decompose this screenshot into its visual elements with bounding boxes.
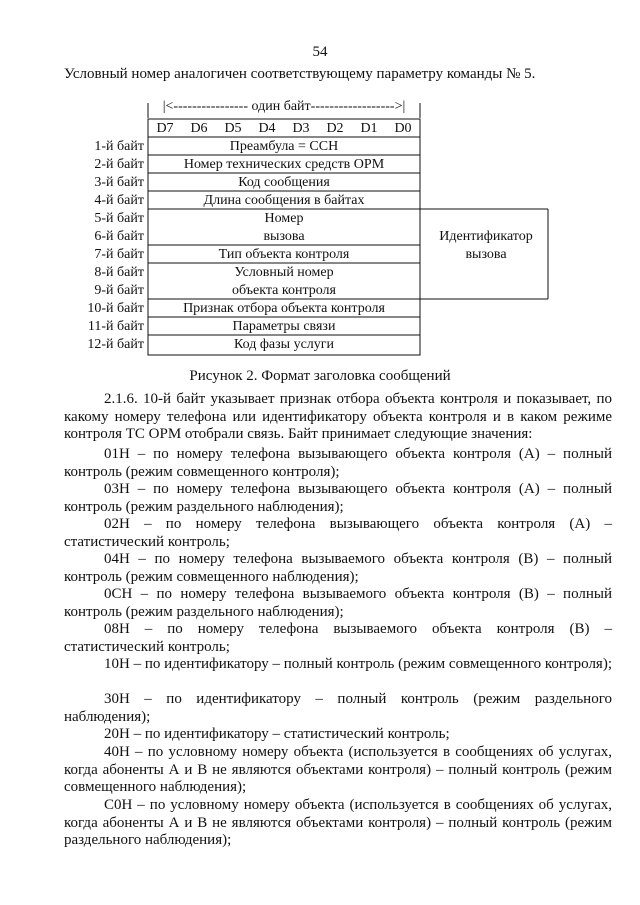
cell-object-type: Тип объекта контроля bbox=[218, 247, 350, 262]
cell-conditional-number-line2: объекта контроля bbox=[232, 283, 336, 298]
paragraph: 0СН – по номеру телефона вызываемого объекта контроля (В) – полный контроль (режим раздельного наблюдения); bbox=[64, 586, 612, 620]
cell-conditional-number-line1: Условный номер bbox=[234, 265, 334, 280]
byte-label: 12-й байт bbox=[87, 337, 144, 352]
bit-d1: D1 bbox=[360, 121, 378, 136]
one-byte-ruler: |<---------------- один байт------------------>| bbox=[162, 99, 406, 114]
paragraph: 30Н – по идентификатору – полный контроль (режим раздельного наблюдения); bbox=[64, 691, 612, 725]
bit-d4: D4 bbox=[258, 121, 276, 136]
byte-label: 10-й байт bbox=[87, 301, 144, 316]
cell-connection-params: Параметры связи bbox=[232, 319, 336, 334]
byte-label: 7-й байт bbox=[94, 247, 144, 262]
paragraph: 2.1.6. 10-й байт указывает признак отбора объекта контроля и показывает, по какому номеру телефона или идентификатору объекта контроля и в каком режиме контроля ТС ОРМ отобрали связь. Байт принимает следующие значения: bbox=[64, 391, 612, 442]
byte-label: 5-й байт bbox=[94, 211, 144, 226]
paragraph: 04Н – по номеру телефона вызываемого объекта контроля (В) – полный контроль (режим совмещенного наблюдения); bbox=[64, 551, 612, 585]
paragraph: 40Н – по условному номеру объекта (используется в сообщениях об услугах, когда абоненты А и В не являются объектами контроля) – полный контроль (режим совмещенного наблюдения); bbox=[64, 744, 612, 795]
bit-d2: D2 bbox=[326, 121, 344, 136]
bit-header-row bbox=[148, 121, 420, 137]
cell-orm-number: Номер технических средств ОРМ bbox=[183, 157, 385, 172]
call-identifier-label-line1: Идентификатор bbox=[439, 229, 533, 244]
page-number: 54 bbox=[312, 44, 328, 60]
paragraph: 02Н – по номеру телефона вызывающего объекта контроля (А) – статистический контроль; bbox=[64, 516, 612, 550]
bit-d7: D7 bbox=[156, 121, 174, 136]
call-identifier-label-line2: вызова bbox=[465, 247, 507, 262]
bit-d5: D5 bbox=[224, 121, 242, 136]
cell-selection-flag: Признак отбора объекта контроля bbox=[183, 301, 385, 316]
byte-label: 3-й байт bbox=[94, 175, 144, 190]
cell-call-number-line2: вызова bbox=[263, 229, 305, 244]
bit-d3: D3 bbox=[292, 121, 310, 136]
paragraph: 08Н – по номеру телефона вызываемого объекта контроля (В) – статистический контроль; bbox=[64, 621, 612, 655]
byte-label: 1-й байт bbox=[94, 139, 144, 154]
cell-preamble: Преамбула = ССН bbox=[229, 139, 339, 154]
cell-call-number-line1: Номер bbox=[264, 211, 304, 226]
intro-sentence: Условный номер аналогичен соответствующему параметру команды № 5. bbox=[64, 66, 536, 82]
byte-label: 2-й байт bbox=[94, 157, 144, 172]
byte-label: 9-й байт bbox=[94, 283, 144, 298]
paragraph: С0Н – по условному номеру объекта (используется в сообщениях об услугах, когда абоненты А и В не являются объектами контроля) – полный контроль (режим раздельного наблюдения); bbox=[64, 797, 612, 848]
cell-message-length: Длина сообщения в байтах bbox=[203, 193, 365, 208]
message-header-figure bbox=[0, 0, 640, 380]
figure-caption: Рисунок 2. Формат заголовка сообщений bbox=[189, 368, 451, 384]
cell-message-code: Код сообщения bbox=[238, 175, 330, 190]
bit-d6: D6 bbox=[190, 121, 208, 136]
paragraph: 03Н – по номеру телефона вызывающего объекта контроля (А) – полный контроль (режим раздельного наблюдения); bbox=[64, 481, 612, 515]
byte-label: 8-й байт bbox=[94, 265, 144, 280]
byte-label: 4-й байт bbox=[94, 193, 144, 208]
paragraph: 10Н – по идентификатору – полный контроль (режим совмещенного контроля); bbox=[104, 656, 612, 672]
bit-d0: D0 bbox=[394, 121, 412, 136]
paragraph: 01Н – по номеру телефона вызывающего объекта контроля (А) – полный контроль (режим совмещенного контроля); bbox=[64, 446, 612, 480]
byte-label: 11-й байт bbox=[87, 319, 144, 334]
paragraph: 20Н – по идентификатору – статистический контроль; bbox=[104, 726, 450, 742]
cell-service-phase-code: Код фазы услуги bbox=[233, 337, 335, 352]
byte-label: 6-й байт bbox=[94, 229, 144, 244]
